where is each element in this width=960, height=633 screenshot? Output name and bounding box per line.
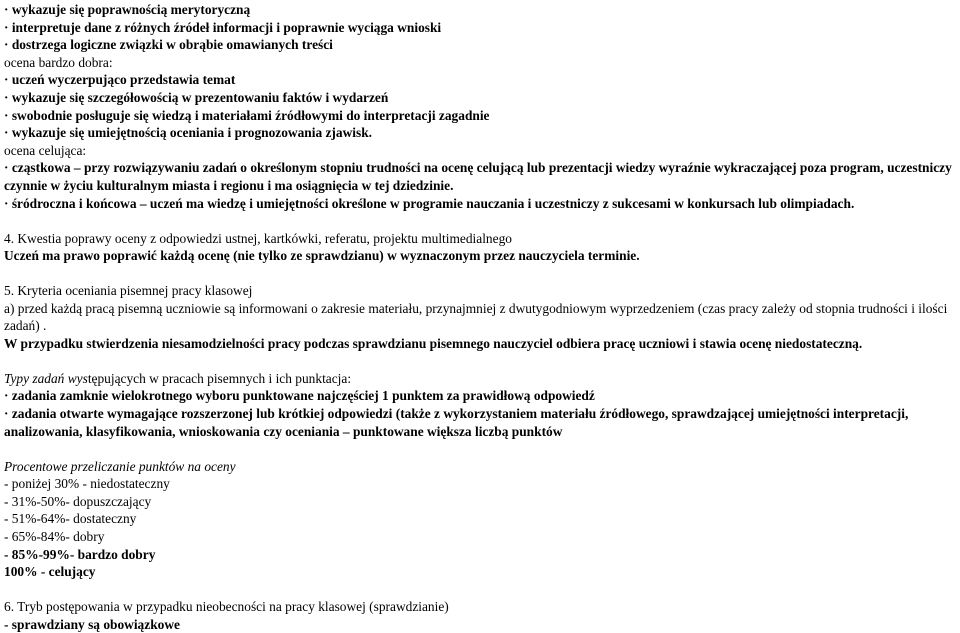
score-item: - 65%-84%- dobry: [4, 529, 105, 544]
spacer: [4, 440, 956, 457]
score-item: - poniżej 30% - niedostateczny: [4, 476, 170, 492]
typy-zadan-heading-italic: Typy zadań wys: [4, 370, 88, 386]
score-item: - 31%-50%- dopuszczający: [4, 493, 152, 509]
bullet-item: · swobodnie posługuje się wiedzą i materiałami źródłowymi do interpretacji zagadnie: [4, 107, 490, 123]
bullet-item: · cząstkowa – przy rozwiązywaniu zadań o określonym stopniu trudności na ocenę celującą lub prezentacji wiedzy wyraźnie wykraczającej poza program, uczestniczy czynnie w życiu kulturalnym miasta i regionu i ma osiągnięcia w tej dziedzinie.: [4, 160, 952, 193]
bullet-item: · wykazuje się umiejętnością oceniania i prognozowania zjawisk.: [4, 125, 372, 141]
bullet-item: · zadania zamknie wielokrotnego wyboru punktowane najczęściej 1 punktem za prawidłową odpowiedź: [4, 388, 595, 404]
bullet-item: · śródroczna i końcowa – uczeń ma wiedzę i umiejętności określone w programie nauczania i uczestniczy z sukcesami w konkursach lub olimpiadach.: [4, 195, 855, 211]
spacer: [4, 581, 956, 598]
score-item: - 51%-64%- dostateczny: [4, 511, 137, 527]
grade-heading-bardzo-dobra: ocena bardzo dobra:: [4, 54, 113, 70]
typy-zadan-heading: [4, 370, 956, 388]
section-4-title: 4. Kwestia poprawy oceny z odpowiedzi ustnej, kartkówki, referatu, projektu multimedialnego: [4, 230, 512, 246]
grade-heading-celujaca: ocena celująca:: [4, 142, 87, 158]
section-6-title: 6. Tryb postępowania w przypadku nieobecności na pracy klasowej (sprawdzianie): [4, 599, 449, 615]
bullet-item: · uczeń wyczerpująco przedstawia temat: [4, 72, 236, 88]
section-5-title: 5. Kryteria oceniania pisemnej pracy klasowej: [4, 283, 253, 299]
bullet-item: · zadania otwarte wymagające rozszerzonej lub krótkiej odpowiedzi (także z wykorzystaniem materiału źródłowego, sprawdzającej umiejętności interpretacji, analizowania, klasyfikowania, wnioskowania czy oceniania – punktowane większa liczbą punktów: [4, 406, 909, 439]
spacer: [4, 265, 956, 282]
procentowe-heading: Procentowe przeliczanie punktów na oceny: [4, 458, 236, 474]
section-5-paragraph-b: W przypadku stwierdzenia niesamodzielności pracy podczas sprawdzianu pisemnego nauczyciel odbiera pracę uczniowi i stawia ocenę niedostateczną.: [4, 335, 863, 351]
section-5-paragraph-a: a) przed każdą pracą pisemną uczniowie są informowani o zakresie materiału, przynajmniej z dwutygodniowym wyprzedzeniem (czas pracy zależy od stopnia trudności i ilości zadań) .: [4, 300, 948, 334]
typy-zadan-heading-rest: tępujących w pracach pisemnych i ich punktacja:: [87, 370, 352, 386]
bullet-item: · wykazuje się poprawnością merytoryczną: [4, 2, 251, 17]
score-item: 100% - celujący: [4, 564, 96, 580]
section-4-text: Uczeń ma prawo poprawić każdą ocenę (nie tylko ze sprawdzianu) w wyznaczonym przez nauczyciela terminie.: [4, 248, 640, 264]
spacer: [4, 212, 956, 229]
score-item: - 85%-99%- bardzo dobry: [4, 546, 156, 562]
section-6-item: - sprawdziany są obowiązkowe: [4, 616, 180, 632]
bullet-item: · interpretuje dane z różnych źródeł informacji i poprawnie wyciąga wnioski: [4, 19, 442, 35]
spacer: [4, 352, 956, 369]
bullet-item: · wykazuje się szczegółowością w prezentowaniu faktów i wydarzeń: [4, 89, 389, 105]
bullet-item: · dostrzega logiczne związki w obrąbie omawianych treści: [4, 37, 333, 53]
